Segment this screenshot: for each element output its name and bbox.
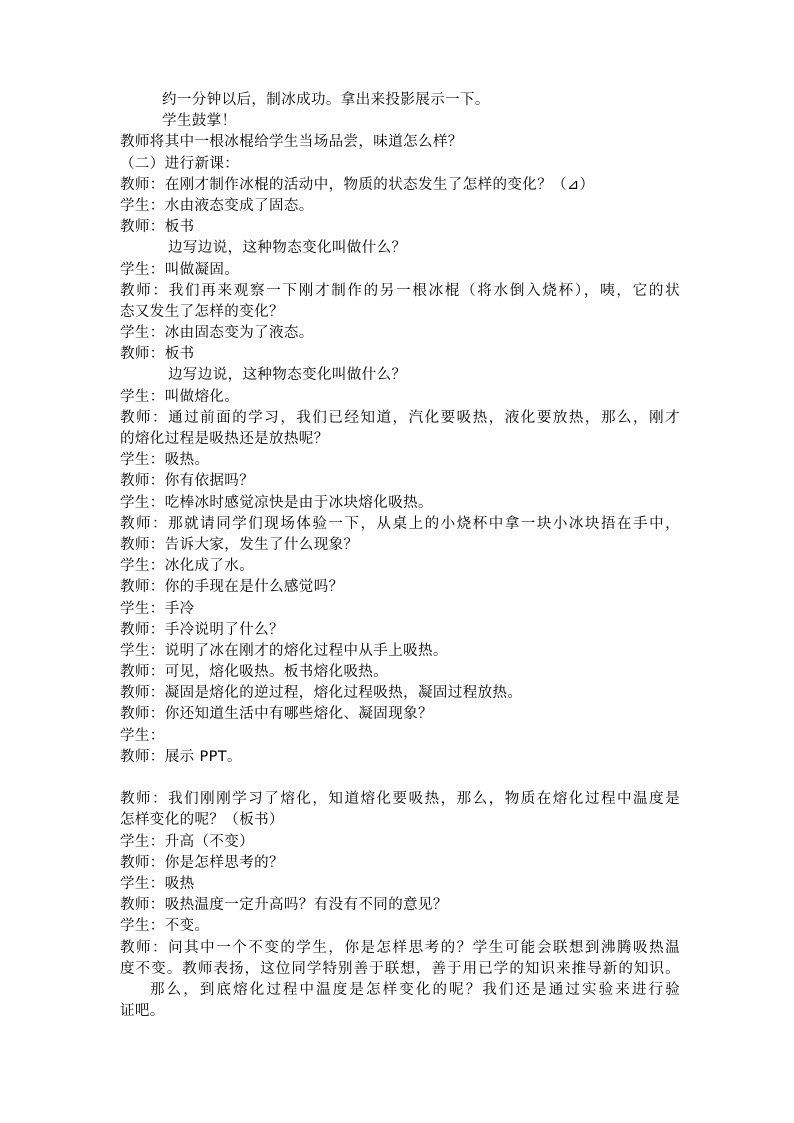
text-line: 那么，到底熔化过程中温度是怎样变化的呢？我们还是通过实验来进行验 bbox=[150, 981, 680, 998]
text-line: 学生：吃棒冰时感觉凉快是由于冰块熔化吸热。 bbox=[120, 494, 433, 511]
text-line: 教师：可见，熔化吸热。板书熔化吸热。 bbox=[120, 664, 389, 681]
text-line: 学生：手冷 bbox=[120, 600, 195, 617]
text-line: 教师：展示 PPT。 bbox=[120, 748, 242, 765]
text-line: 教师：你是怎样思考的？ bbox=[120, 854, 284, 871]
text-line: 教师：在刚才制作冰棍的活动中，物质的状态发生了怎样的变化？（⊿） bbox=[120, 176, 595, 193]
text-line: 教师：告诉大家，发生了什么现象？ bbox=[120, 536, 359, 553]
text-line: 学生：冰化成了水。 bbox=[120, 558, 255, 575]
text-line: 学生：水由液态变成了固态。 bbox=[120, 197, 314, 214]
text-line: 怎样变化的呢？（板书） bbox=[120, 812, 284, 829]
document-body bbox=[120, 90, 680, 1022]
text-line: 教师：手冷说明了什么？ bbox=[120, 621, 284, 638]
text-line: 学生： bbox=[120, 727, 165, 744]
text-line: 学生：叫做熔化。 bbox=[120, 388, 240, 405]
text-line: 教师将其中一根冰棍给学生当场品尝，味道怎么样？ bbox=[120, 134, 463, 151]
text-line: 教师：板书 bbox=[120, 346, 195, 363]
text-line: 教师：板书 bbox=[120, 219, 195, 236]
text-line: 态又发生了怎样的变化？ bbox=[120, 303, 284, 320]
text-line: 学生鼓掌！ bbox=[162, 113, 237, 130]
text-line: 约一分钟以后，制冰成功。拿出来投影展示一下。 bbox=[162, 92, 490, 108]
text-line: 学生：冰由固态变为了液态。 bbox=[120, 325, 314, 342]
text-line: 教师：凝固是熔化的逆过程，熔化过程吸热，凝固过程放热。 bbox=[120, 685, 523, 702]
text-line: 学生：吸热 bbox=[120, 875, 195, 892]
blank-line bbox=[120, 768, 680, 789]
text-line: 学生：升高（不变） bbox=[120, 833, 255, 850]
text-line: 学生：不变。 bbox=[120, 918, 210, 935]
text-line: 学生：吸热。 bbox=[120, 452, 210, 469]
text-line: 学生：叫做凝固。 bbox=[120, 261, 240, 278]
text-line: 边写边说，这种物态变化叫做什么？ bbox=[168, 367, 407, 384]
text-line: 教师：你的手现在是什么感觉吗？ bbox=[120, 579, 344, 596]
text-line: 的熔化过程是吸热还是放热呢？ bbox=[120, 431, 329, 447]
section-heading: （二）进行新课： bbox=[120, 155, 240, 172]
text-line: 证吧。 bbox=[120, 1003, 165, 1020]
text-line: 教师：问其中一个不变的学生，你是怎样思考的？学生可能会联想到沸腾吸热温 bbox=[120, 939, 680, 956]
text-line: 教师：我们刚刚学习了熔化，知道熔化要吸热，那么，物质在熔化过程中温度是 bbox=[120, 791, 680, 808]
text-line: 教师：你还知道生活中有哪些熔化、凝固现象？ bbox=[120, 706, 433, 723]
text-line: 教师：你有依据吗？ bbox=[120, 473, 255, 490]
text-line: 教师：那就请同学们现场体验一下，从桌上的小烧杯中拿一块小冰块捂在手中， bbox=[120, 515, 680, 532]
text-line: 边写边说，这种物态变化叫做什么？ bbox=[168, 240, 407, 257]
text-line: 教师：吸热温度一定升高吗？有没有不同的意见？ bbox=[120, 897, 448, 914]
text-line: 教师：我们再来观察一下刚才制作的另一根冰棍（将水倒入烧杯），咦，它的状 bbox=[120, 282, 680, 299]
text-line: 教师：通过前面的学习，我们已经知道，汽化要吸热，液化要放热，那么，刚才 bbox=[120, 409, 680, 426]
text-line: 学生：说明了冰在刚才的熔化过程中从手上吸热。 bbox=[120, 642, 448, 659]
text-line: 度不变。教师表扬，这位同学特别善于联想，善于用已学的知识来推导新的知识。 bbox=[120, 960, 680, 977]
